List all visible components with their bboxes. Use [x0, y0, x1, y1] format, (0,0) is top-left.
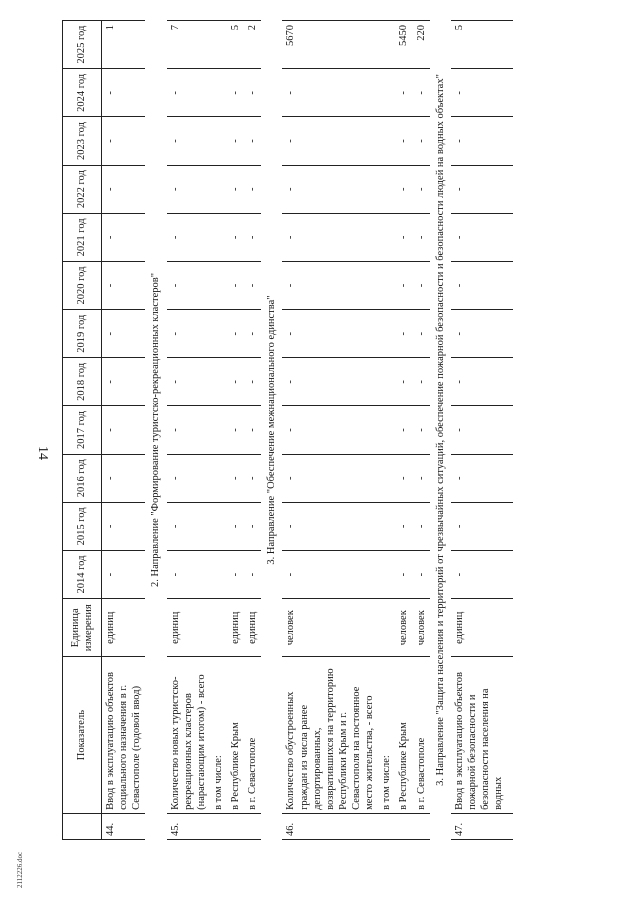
- year-value-cell: -: [244, 454, 261, 502]
- indicator-name: Количество новых туристско-рекреационных кластеров (нарастающим итогом) - всего: [167, 657, 210, 814]
- year-value-cell: [378, 261, 395, 309]
- year-value-cell: -: [451, 117, 508, 165]
- unit-cell: человек: [413, 599, 430, 657]
- year-value-cell: -: [227, 358, 244, 406]
- year-value-cell: -: [282, 213, 378, 261]
- year-value-cell: [378, 406, 395, 454]
- header-year: 2022 год: [63, 165, 102, 213]
- year-value-cell: [378, 165, 395, 213]
- section-heading-row: [430, 21, 451, 840]
- year-value-cell: -: [227, 550, 244, 598]
- table-bottom-spacer: [507, 21, 513, 840]
- indicator-name: в том числе:: [210, 657, 227, 814]
- indicator-name: Количество обустроенных граждан из числа ранее депортированных, возвратившихся на территорию Республики Крым и г. Севастополя на постоянное место жительства, - всего: [282, 657, 378, 814]
- year-value-cell: -: [413, 310, 430, 358]
- page-number: 14: [35, 446, 50, 460]
- year-value-cell: [378, 310, 395, 358]
- year-value-cell: [378, 69, 395, 117]
- indicator-name: в г. Севастополе: [244, 657, 261, 814]
- year-value-cell: -: [413, 454, 430, 502]
- year-value-cell: -: [282, 454, 378, 502]
- section-heading: 3. Направление "Защита населения и территорий от чрезвычайных ситуаций, обеспечение пожарной безопасности и безопасности людей на водных объектах": [434, 74, 446, 786]
- year-value-cell: 5: [227, 21, 244, 69]
- header-year: 2018 год: [63, 358, 102, 406]
- year-value-cell: -: [282, 406, 378, 454]
- year-value-cell: -: [167, 69, 210, 117]
- year-value-cell: -: [102, 454, 146, 502]
- year-value-cell: -: [282, 550, 378, 598]
- year-value-cell: -: [282, 69, 378, 117]
- year-value-cell: -: [102, 165, 146, 213]
- year-value-cell: [210, 502, 227, 550]
- year-value-cell: -: [395, 117, 412, 165]
- spacer-cell: [507, 69, 513, 117]
- year-value-cell: -: [451, 261, 508, 309]
- header-year: 2021 год: [63, 213, 102, 261]
- year-value-cell: -: [244, 550, 261, 598]
- spacer-cell: [507, 657, 513, 814]
- year-value-cell: -: [227, 213, 244, 261]
- year-value-cell: -: [102, 502, 146, 550]
- year-value-cell: [210, 358, 227, 406]
- spacer-cell: [507, 502, 513, 550]
- year-value-cell: 7: [167, 21, 210, 69]
- year-value-cell: -: [282, 165, 378, 213]
- year-value-cell: [210, 21, 227, 69]
- year-value-cell: -: [413, 69, 430, 117]
- row-number: 45.: [167, 813, 210, 839]
- year-value-cell: -: [413, 358, 430, 406]
- year-value-cell: -: [102, 261, 146, 309]
- year-value-cell: -: [227, 454, 244, 502]
- header-number: [63, 813, 102, 839]
- table-row: [227, 21, 244, 840]
- year-value-cell: -: [167, 454, 210, 502]
- year-value-cell: 5450: [395, 21, 412, 69]
- year-value-cell: -: [282, 310, 378, 358]
- year-value-cell: -: [167, 117, 210, 165]
- year-value-cell: -: [451, 550, 508, 598]
- year-value-cell: [210, 165, 227, 213]
- table-row: [282, 21, 378, 840]
- header-year: 2015 год: [63, 502, 102, 550]
- year-value-cell: -: [282, 358, 378, 406]
- year-value-cell: [378, 358, 395, 406]
- year-value-cell: [210, 117, 227, 165]
- indicator-name: Ввод в эксплуатацию объектов пожарной безопасности и безопасности населения на водных: [451, 657, 508, 814]
- year-value-cell: [210, 406, 227, 454]
- spacer-cell: [507, 117, 513, 165]
- spacer-cell: [507, 406, 513, 454]
- year-value-cell: -: [167, 310, 210, 358]
- year-value-cell: -: [395, 261, 412, 309]
- year-value-cell: -: [451, 213, 508, 261]
- year-value-cell: -: [167, 261, 210, 309]
- year-value-cell: -: [102, 358, 146, 406]
- year-value-cell: [378, 502, 395, 550]
- year-value-cell: [378, 550, 395, 598]
- row-number: [244, 813, 261, 839]
- spacer-cell: [507, 165, 513, 213]
- table-header-row: [63, 21, 102, 840]
- year-value-cell: -: [451, 406, 508, 454]
- row-number: [413, 813, 430, 839]
- section-heading: 2. Направление "Формирование туристско-рекреационных кластеров": [150, 273, 162, 588]
- year-value-cell: -: [413, 213, 430, 261]
- year-value-cell: -: [282, 502, 378, 550]
- year-value-cell: -: [282, 117, 378, 165]
- year-value-cell: -: [451, 165, 508, 213]
- year-value-cell: [210, 310, 227, 358]
- year-value-cell: [378, 117, 395, 165]
- spacer-cell: [507, 599, 513, 657]
- indicator-name: Ввод в эксплуатацию объектов социального назначения в г. Севастополе (годовой ввод): [102, 657, 146, 814]
- indicator-name: в Республике Крым: [227, 657, 244, 814]
- spacer-cell: [507, 454, 513, 502]
- unit-cell: единиц: [244, 599, 261, 657]
- year-value-cell: -: [395, 213, 412, 261]
- year-value-cell: -: [102, 117, 146, 165]
- spacer-cell: [507, 550, 513, 598]
- year-value-cell: -: [227, 117, 244, 165]
- row-number: 47.: [451, 813, 508, 839]
- year-value-cell: -: [102, 550, 146, 598]
- year-value-cell: 5: [451, 21, 508, 69]
- section-heading-row: [145, 21, 166, 840]
- year-value-cell: -: [395, 454, 412, 502]
- year-value-cell: -: [227, 69, 244, 117]
- indicator-name: в г. Севастополе: [413, 657, 430, 814]
- year-value-cell: -: [395, 69, 412, 117]
- table-row: [413, 21, 430, 840]
- row-number: [378, 813, 395, 839]
- year-value-cell: -: [167, 165, 210, 213]
- year-value-cell: [378, 21, 395, 69]
- header-year: 2024 год: [63, 69, 102, 117]
- year-value-cell: [210, 213, 227, 261]
- section-heading: 3. Направление "Обеспечение межнационального единства": [266, 295, 278, 565]
- header-year: 2014 год: [63, 550, 102, 598]
- year-value-cell: -: [413, 261, 430, 309]
- year-value-cell: -: [244, 213, 261, 261]
- year-value-cell: -: [395, 406, 412, 454]
- year-value-cell: 1: [102, 21, 146, 69]
- year-value-cell: -: [244, 261, 261, 309]
- year-value-cell: -: [413, 502, 430, 550]
- footer-file-code: 2112226.doc: [16, 851, 24, 888]
- spacer-cell: [507, 813, 513, 839]
- year-value-cell: -: [227, 310, 244, 358]
- year-value-cell: -: [395, 550, 412, 598]
- indicator-name: в Республике Крым: [395, 657, 412, 814]
- row-number: [395, 813, 412, 839]
- year-value-cell: -: [451, 69, 508, 117]
- year-value-cell: -: [167, 358, 210, 406]
- unit-cell: единиц: [227, 599, 244, 657]
- spacer-cell: [507, 261, 513, 309]
- table-row: [102, 21, 146, 840]
- unit-cell: человек: [395, 599, 412, 657]
- year-value-cell: [210, 69, 227, 117]
- year-value-cell: 5670: [282, 21, 378, 69]
- header-year: 2019 год: [63, 310, 102, 358]
- year-value-cell: -: [395, 165, 412, 213]
- year-value-cell: -: [395, 358, 412, 406]
- row-number: 44.: [102, 813, 146, 839]
- unit-cell: человек: [282, 599, 378, 657]
- unit-cell: единиц: [167, 599, 210, 657]
- year-value-cell: -: [244, 117, 261, 165]
- year-value-cell: -: [102, 310, 146, 358]
- rotated-table-container: [62, 20, 622, 840]
- year-value-cell: -: [413, 406, 430, 454]
- year-value-cell: -: [244, 358, 261, 406]
- year-value-cell: -: [244, 502, 261, 550]
- unit-cell: [210, 599, 227, 657]
- header-year: 2017 год: [63, 406, 102, 454]
- table-row: [451, 21, 508, 840]
- header-indicator: Показатель: [63, 657, 102, 814]
- year-value-cell: -: [227, 406, 244, 454]
- unit-cell: [378, 599, 395, 657]
- year-value-cell: -: [244, 310, 261, 358]
- section-heading-row: [261, 21, 282, 840]
- year-value-cell: -: [244, 406, 261, 454]
- year-value-cell: -: [102, 406, 146, 454]
- unit-cell: единиц: [451, 599, 508, 657]
- year-value-cell: [210, 550, 227, 598]
- table-row: [210, 21, 227, 840]
- table-row: [167, 21, 210, 840]
- indicator-name: в том числе:: [378, 657, 395, 814]
- year-value-cell: [210, 261, 227, 309]
- spacer-cell: [507, 213, 513, 261]
- year-value-cell: -: [282, 261, 378, 309]
- year-value-cell: -: [413, 117, 430, 165]
- spacer-cell: [507, 21, 513, 69]
- header-unit: Единица измерения: [63, 599, 102, 657]
- year-value-cell: -: [227, 261, 244, 309]
- row-number: [227, 813, 244, 839]
- year-value-cell: [378, 213, 395, 261]
- year-value-cell: -: [167, 502, 210, 550]
- year-value-cell: -: [167, 550, 210, 598]
- year-value-cell: 2: [244, 21, 261, 69]
- year-value-cell: -: [395, 310, 412, 358]
- year-value-cell: -: [167, 406, 210, 454]
- year-value-cell: [210, 454, 227, 502]
- year-value-cell: -: [167, 213, 210, 261]
- year-value-cell: -: [451, 358, 508, 406]
- table-row: [378, 21, 395, 840]
- year-value-cell: -: [244, 165, 261, 213]
- year-value-cell: -: [413, 550, 430, 598]
- header-year: 2016 год: [63, 454, 102, 502]
- header-year: 2020 год: [63, 261, 102, 309]
- year-value-cell: -: [395, 502, 412, 550]
- unit-cell: единиц: [102, 599, 146, 657]
- year-value-cell: -: [451, 310, 508, 358]
- year-value-cell: -: [102, 213, 146, 261]
- row-number: 46.: [282, 813, 378, 839]
- spacer-cell: [507, 310, 513, 358]
- year-value-cell: [378, 454, 395, 502]
- header-year: 2025 год: [63, 21, 102, 69]
- table-body: [102, 21, 514, 840]
- year-value-cell: 220: [413, 21, 430, 69]
- header-year: 2023 год: [63, 117, 102, 165]
- table-row: [244, 21, 261, 840]
- year-value-cell: -: [451, 502, 508, 550]
- year-value-cell: -: [102, 69, 146, 117]
- indicators-table: [62, 20, 513, 840]
- row-number: [210, 813, 227, 839]
- year-value-cell: -: [244, 69, 261, 117]
- year-value-cell: -: [451, 454, 508, 502]
- spacer-cell: [507, 358, 513, 406]
- year-value-cell: -: [413, 165, 430, 213]
- year-value-cell: -: [227, 502, 244, 550]
- table-row: [395, 21, 412, 840]
- year-value-cell: -: [227, 165, 244, 213]
